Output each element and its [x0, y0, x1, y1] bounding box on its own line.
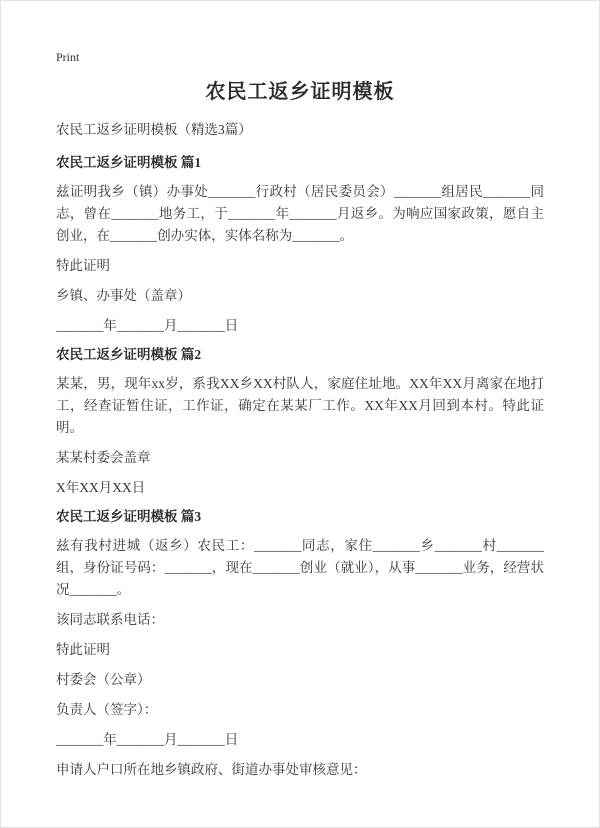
section1-paragraph: 兹证明我乡（镇）办事处_______行政村（居民委员会）_______组居民_______同志，曾在_______地务工，于_______年_______月返乡。为响应国家政策，愿自主创业，在_______创办实体，实体名称为_______。 — [56, 184, 544, 243]
page-title: 农民工返乡证明模板 — [205, 81, 395, 103]
section3-heading: 农民工返乡证明模板 篇3 — [56, 509, 202, 524]
section3-date-blank-line: _______年_______月_______日 — [56, 732, 239, 747]
section3-village-committee-stamp-line: 村委会（公章） — [56, 672, 151, 687]
section2-paragraph: 某某，男，现年xx岁，系我XX乡XX村队人，家庭住址地。XX年XX月离家在地打工，经查证暂住证，工作证，确定在某某厂工作。XX年XX月回到本村。特此证明。 — [56, 376, 544, 435]
section-template-1 — [56, 153, 544, 337]
section-template-2 — [56, 345, 544, 499]
section3-paragraph: 兹有我村进城（返乡）农民工：_______同志，家住_______乡_______村_______组，身份证号码：_______，现在_______创业（就业），从事_______业务，经营状况_______。 — [56, 538, 544, 597]
section1-date-blank-line: _______年_______月_______日 — [56, 318, 239, 333]
section1-township-office-seal-line: 乡镇、办事处（盖章） — [56, 288, 191, 303]
section2-village-committee-seal-line: 某某村委会盖章 — [56, 450, 151, 465]
section3-contact-phone-line: 该同志联系电话： — [56, 612, 164, 627]
section3-review-opinion-line: 申请人户口所在地乡镇政府、街道办事处审核意见： — [56, 762, 367, 777]
section2-date-xx-line: X年XX月XX日 — [56, 480, 146, 495]
subtitle: 农民工返乡证明模板（精选3篇） — [56, 122, 252, 137]
section2-heading: 农民工返乡证明模板 篇2 — [56, 347, 202, 362]
section-template-3 — [56, 507, 544, 781]
section1-hereby-certify-line: 特此证明 — [56, 258, 110, 273]
print-link[interactable]: Print — [56, 50, 80, 64]
section1-heading: 农民工返乡证明模板 篇1 — [56, 155, 202, 170]
section3-responsible-person-signature-line: 负责人（签字）： — [56, 702, 158, 717]
section3-hereby-certify-line: 特此证明 — [56, 642, 110, 657]
